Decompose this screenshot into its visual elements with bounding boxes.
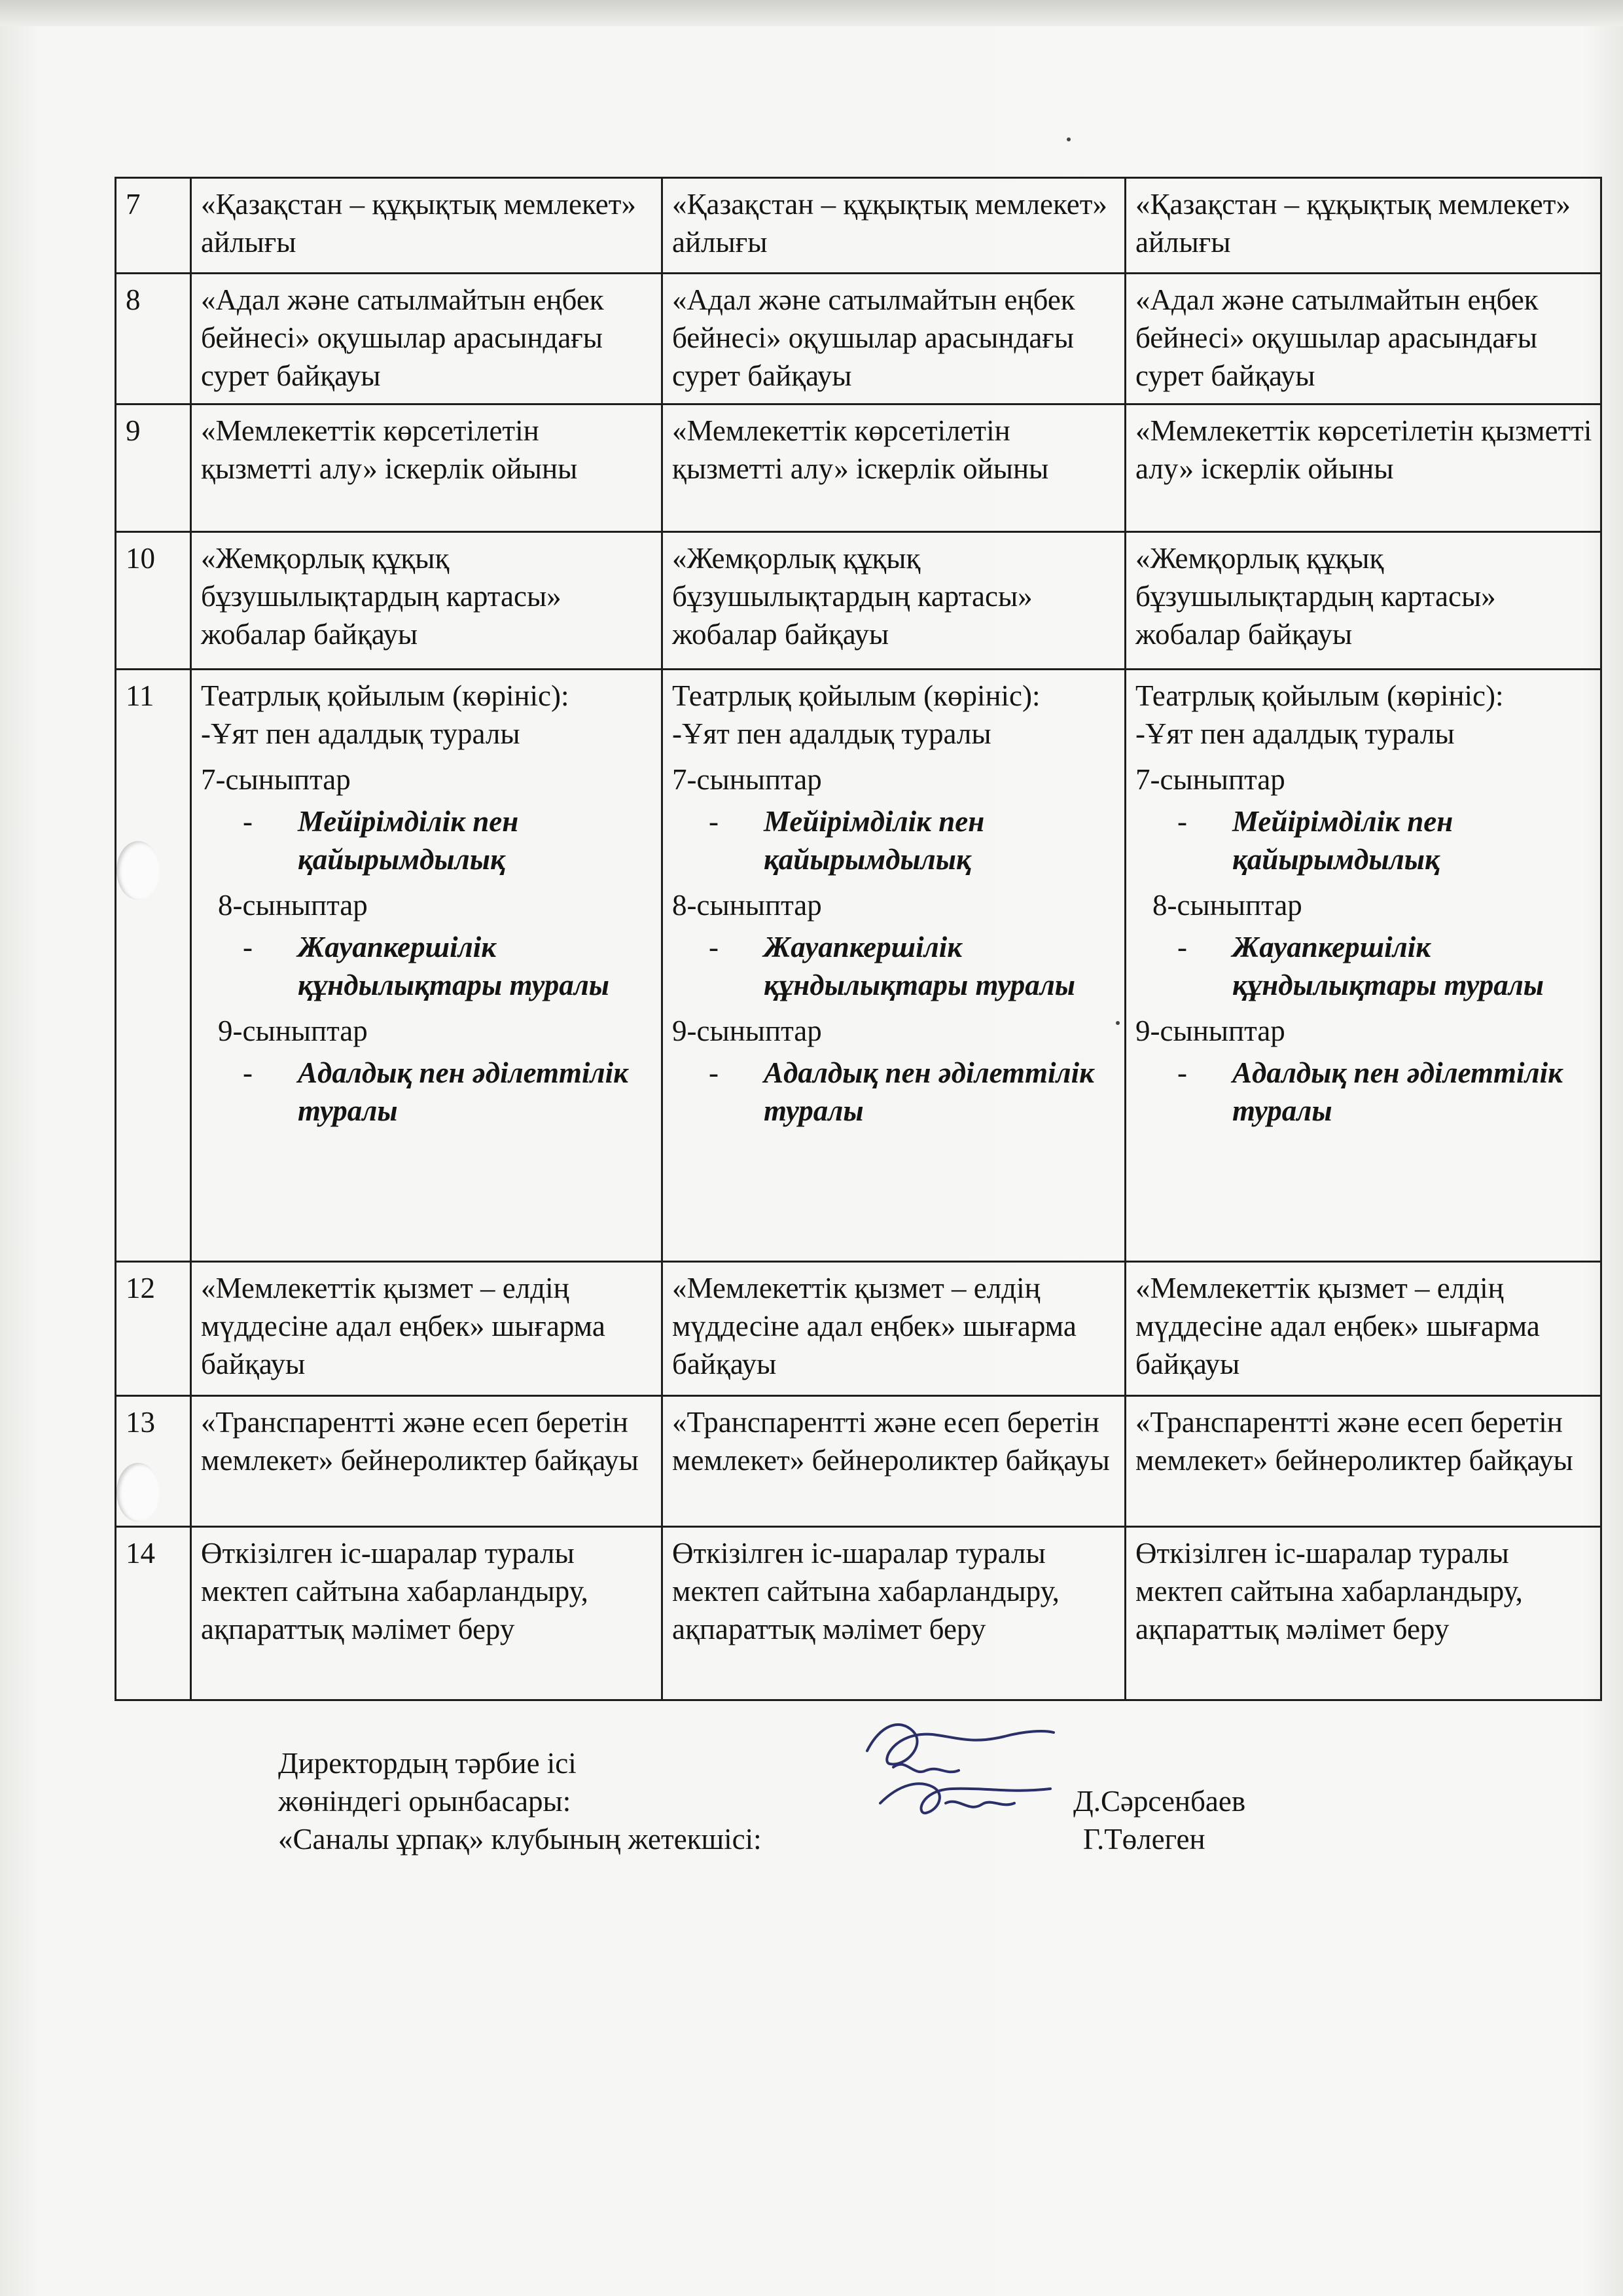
table-cell: «Мемлекеттік көрсетілетін қызметті алу» іскерлік ойыны [191, 404, 662, 532]
table-row [116, 1396, 1601, 1527]
table-cell [662, 670, 1126, 1262]
table-cell: «Жемқорлық құқық бұзушылықтардың картасы» жобалар байқауы [191, 532, 662, 670]
table-row [116, 1527, 1601, 1700]
grade-label: 8-сыныптар [672, 889, 822, 922]
grade-label: 7-сыныптар [1135, 763, 1285, 796]
scene-title: Театрлық қойылым (көрініс): [201, 679, 569, 712]
table-cell: «Жемқорлық құқық бұзушылықтардың картасы» жобалар байқауы [1126, 532, 1601, 670]
grade-label: 7-сыныптар [201, 763, 351, 796]
list-item: - Мейірімділік пен қайырымдылық [709, 805, 985, 876]
grade-label: 9-сыныптар [1135, 1014, 1285, 1047]
table-cell: «Транспарентті және есеп беретін мемлекет» бейнероликтер байқауы [191, 1396, 662, 1527]
activities-table [115, 177, 1602, 1701]
list-item: - Жауапкершілік құндылықтары туралы [1177, 931, 1544, 1001]
row-number: 9 [116, 404, 191, 532]
grade-label: 9-сыныптар [672, 1014, 822, 1047]
table-row [116, 532, 1601, 670]
table-row [116, 274, 1601, 404]
table-cell: «Адал және сатылмайтын еңбек бейнесі» оқушылар арасындағы сурет байқауы [1126, 274, 1601, 404]
grade-label: 7-сыныптар [672, 763, 822, 796]
table-cell: «Қазақстан – құқықтық мемлекет» айлығы [1126, 178, 1601, 274]
table-cell: «Адал және сатылмайтын еңбек бейнесі» оқушылар арасындағы сурет байқауы [662, 274, 1126, 404]
list-item: - Мейірімділік пен қайырымдылық [243, 805, 519, 876]
deputy-title: жөніндегі орынбасары: [278, 1785, 571, 1818]
table-row [116, 670, 1601, 1262]
row-number: 14 [116, 1527, 191, 1700]
table-cell [191, 670, 662, 1262]
deputy-name: Д.Сәрсенбаев [1073, 1785, 1246, 1818]
scene-title: Театрлық қойылым (көрініс): [1135, 679, 1504, 712]
club-leader-title: «Саналы ұрпақ» клубының жетекшісі: [278, 1823, 762, 1856]
table-cell [1126, 670, 1601, 1262]
table-cell: «Транспарентті және есеп беретін мемлекет» бейнероликтер байқауы [1126, 1396, 1601, 1527]
table-cell: «Мемлекеттік көрсетілетін қызметті алу» іскерлік ойыны [662, 404, 1126, 532]
club-leader-name: Г.Төлеген [1083, 1823, 1205, 1856]
deputy-title: Директордың тәрбие ісі [278, 1747, 577, 1780]
signature-block [278, 1744, 1522, 1858]
table-cell: «Адал және сатылмайтын еңбек бейнесі» оқушылар арасындағы сурет байқауы [191, 274, 662, 404]
table-row [116, 178, 1601, 274]
row-number: 12 [116, 1262, 191, 1396]
paper-top-edge [0, 0, 1623, 26]
row-number: 7 [116, 178, 191, 274]
list-item: - Жауапкершілік құндылықтары туралы [243, 931, 610, 1001]
list-item: - Мейірімділік пен қайырымдылық [1177, 805, 1454, 876]
grade-label: 8-сыныптар [218, 889, 368, 922]
scene-subtitle: -Ұят пен адалдық туралы [672, 717, 991, 750]
row-number: 11 [116, 670, 191, 1262]
speck [1067, 137, 1071, 141]
scene-subtitle: -Ұят пен адалдық туралы [201, 717, 520, 750]
row-number: 13 [116, 1396, 191, 1527]
list-item: - Жауапкершілік құндылықтары туралы [709, 931, 1076, 1001]
table-cell: «Мемлекеттік көрсетілетін қызметті алу» іскерлік ойыны [1126, 404, 1601, 532]
row-number: 8 [116, 274, 191, 404]
table-cell: Өткізілген іс-шаралар туралы мектеп сайтына хабарландыру, ақпараттық мәлімет беру [191, 1527, 662, 1700]
table-cell: Өткізілген іс-шаралар туралы мектеп сайтына хабарландыру, ақпараттық мәлімет беру [1126, 1527, 1601, 1700]
table-cell: «Мемлекеттік қызмет – елдің мүддесіне адал еңбек» шығарма байқауы [662, 1262, 1126, 1396]
table-cell: «Қазақстан – құқықтық мемлекет» айлығы [662, 178, 1126, 274]
table-cell: «Мемлекеттік қызмет – елдің мүддесіне адал еңбек» шығарма байқауы [191, 1262, 662, 1396]
scene-title: Театрлық қойылым (көрініс): [672, 679, 1041, 712]
grade-label: 8-сыныптар [1152, 889, 1302, 922]
table-cell: Өткізілген іс-шаралар туралы мектеп сайтына хабарландыру, ақпараттық мәлімет беру [662, 1527, 1126, 1700]
table-cell: «Транспарентті және есеп беретін мемлекет» бейнероликтер байқауы [662, 1396, 1126, 1527]
table-cell: «Қазақстан – құқықтық мемлекет» айлығы [191, 178, 662, 274]
table-cell: «Мемлекеттік қызмет – елдің мүддесіне адал еңбек» шығарма байқауы [1126, 1262, 1601, 1396]
table-row [116, 1262, 1601, 1396]
handwritten-signature [854, 1705, 1063, 1829]
scene-subtitle: -Ұят пен адалдық туралы [1135, 717, 1455, 750]
grade-label: 9-сыныптар [218, 1014, 368, 1047]
table-row [116, 404, 1601, 532]
list-item: - Адалдық пен әділеттілік туралы [1177, 1056, 1563, 1127]
list-item: - Адалдық пен әділеттілік туралы [709, 1056, 1094, 1127]
table-cell: «Жемқорлық құқық бұзушылықтардың картасы» жобалар байқауы [662, 532, 1126, 670]
list-item: - Адалдық пен әділеттілік туралы [243, 1056, 628, 1127]
row-number: 10 [116, 532, 191, 670]
